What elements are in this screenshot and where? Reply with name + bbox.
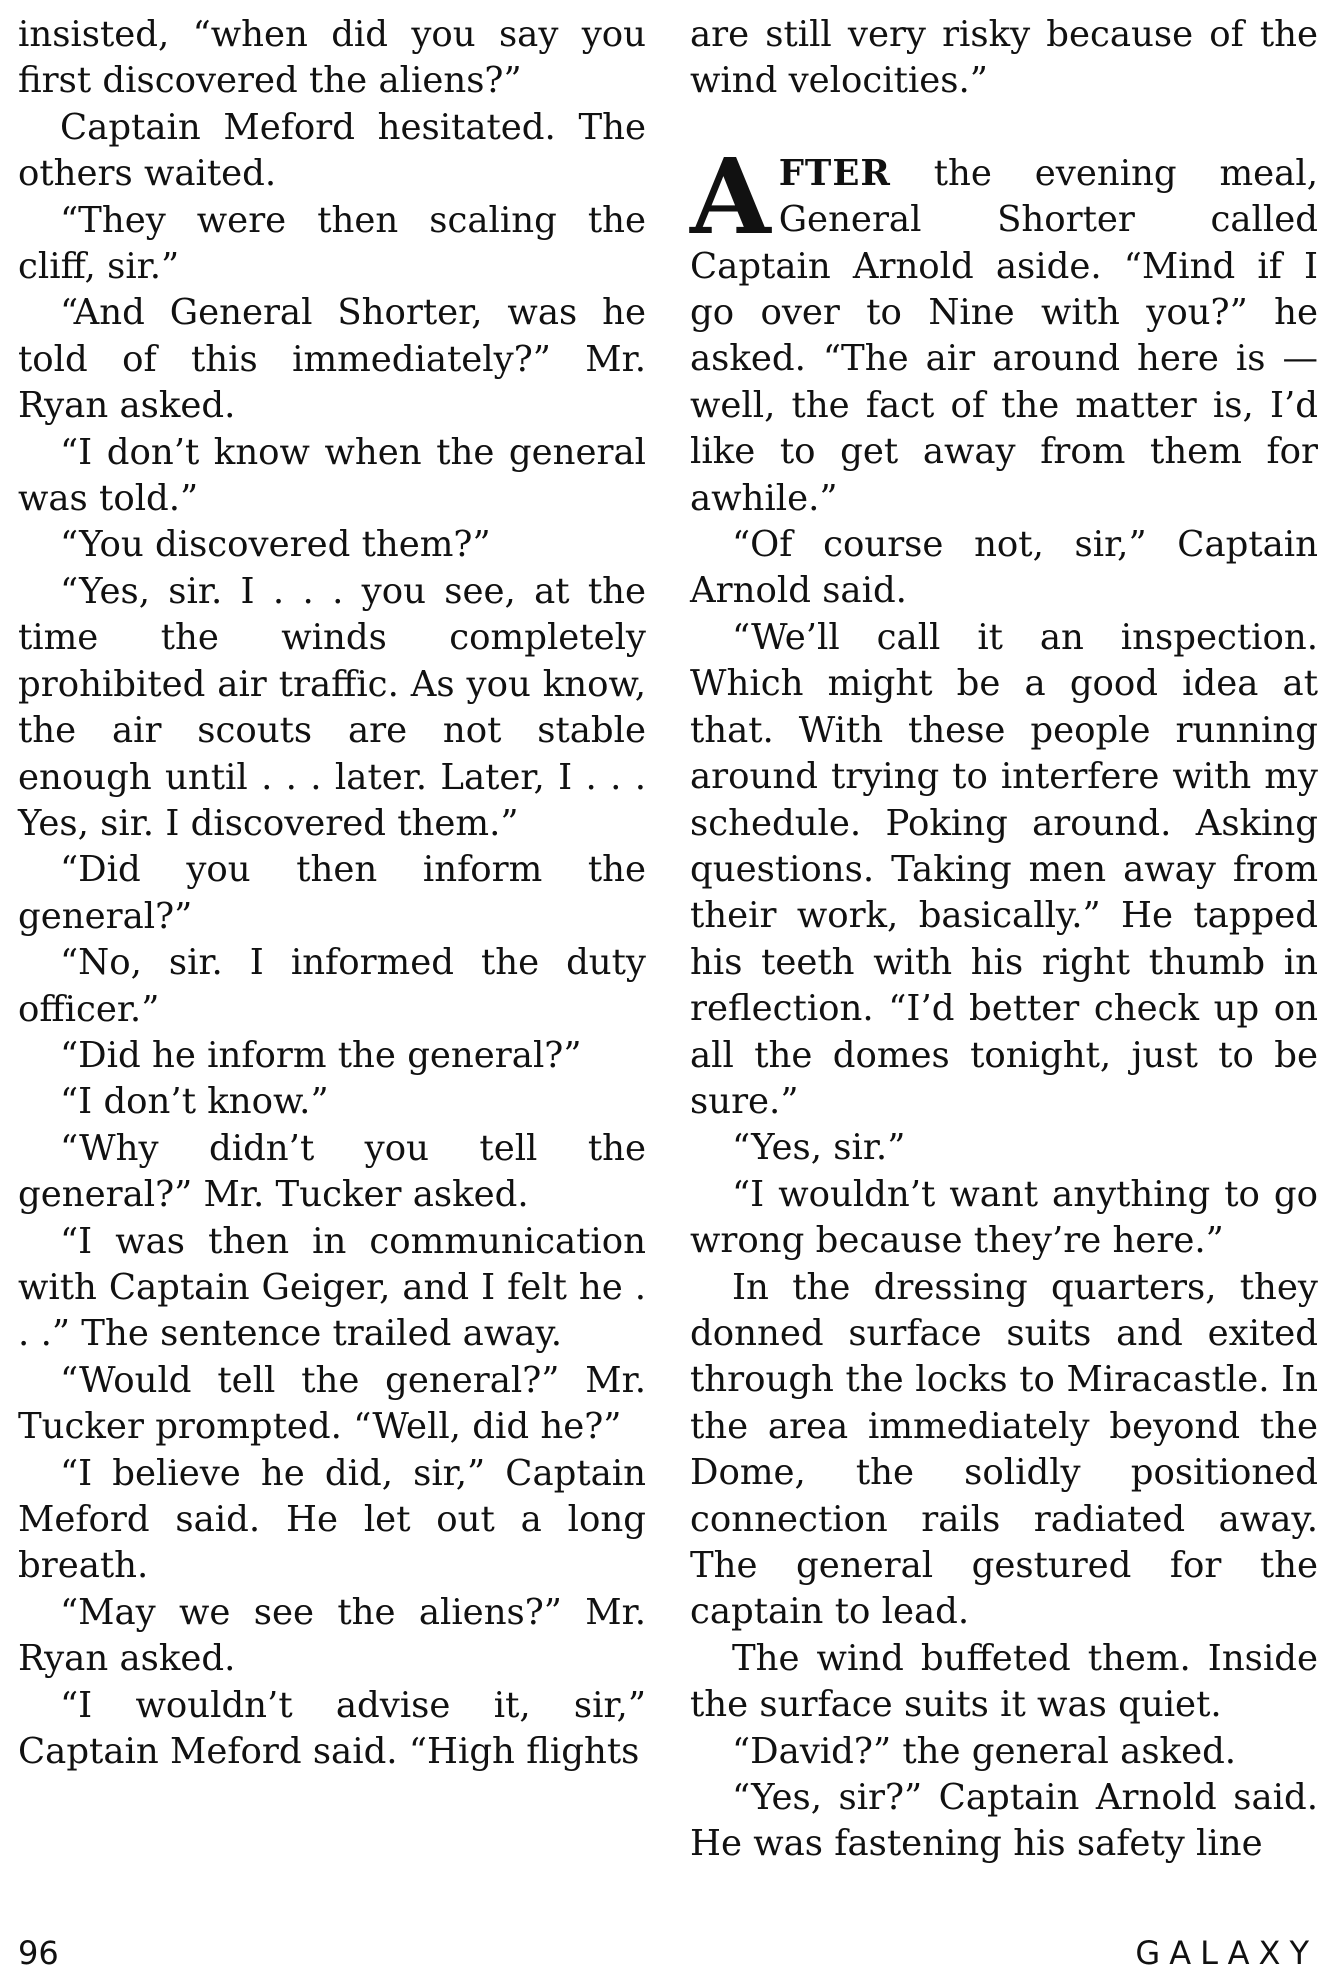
page-number: 96 [18, 1934, 59, 1972]
paragraph: “Yes, sir.” [732, 1127, 906, 1169]
paragraph: “They were then scaling the cliff, sir.” [18, 199, 646, 288]
paragraph: “Yes, sir. I . . . you see, at the time the winds completely prohibited air traffic. As you know, the air scouts are not stable enough until . . . later. Later, I . . . Yes, sir. I discovered them.” [18, 570, 646, 844]
paragraph: The wind buffeted them. Inside the surface suits it was quiet. [690, 1637, 1318, 1726]
drop-cap: A [690, 134, 771, 258]
paragraph: “May we see the aliens?” Mr. Ryan asked. [18, 1591, 646, 1680]
left-column [18, 12, 646, 1775]
paragraph: “I wouldn’t advise it, sir,” Captain Meford said. “High flights [18, 1684, 646, 1773]
paragraph: “You discovered them?” [60, 524, 491, 566]
section-opening-paragraph [690, 134, 1318, 522]
paragraph: “And General Shorter, was he told of this immediately?” Mr. Ryan asked. [18, 292, 646, 427]
paragraph: “I believe he did, sir,” Captain Meford said. He let out a long breath. [18, 1452, 646, 1587]
paragraph: are still very risky because of the wind velocities.” [690, 14, 1318, 102]
paragraph: “Did he inform the general?” [60, 1034, 582, 1076]
paragraph: “I don’t know when the general was told.” [18, 431, 646, 520]
lead-in: FTER [778, 152, 891, 194]
paragraph: “We’ll call it an inspection. Which might be a good idea at that. With these people running around trying to interfere with my schedule. Poking around. Asking questions. Taking men away from their work, basically.” He tapped his teeth with his right thumb in reflection. “I’d better check up on all the domes tonight, just to be sure.” [690, 616, 1318, 1122]
paragraph: In the dressing quarters, they donned surface suits and exited through the locks to Miracastle. In the area immediately beyond the Dome, the solidly positioned connection rails radiated away. The general gestured for the captain to lead. [690, 1266, 1318, 1633]
paragraph: “I don’t know.” [60, 1081, 329, 1123]
paragraph: “I wouldn’t want anything to go wrong because they’re here.” [690, 1173, 1318, 1262]
running-title: GALAXY [1135, 1934, 1318, 1972]
paragraph: “Did you then inform the general?” [18, 849, 646, 937]
paragraph: “No, sir. I informed the duty officer.” [18, 942, 646, 1030]
paragraph: “I was then in communication with Captain Geiger, and I felt he . . .” The sentence trailed away. [18, 1220, 646, 1355]
paragraph: “Yes, sir?” Captain Arnold said. He was fastening his safety line [690, 1777, 1318, 1865]
paragraph: insisted, “when did you say you first discovered the aliens?” [18, 14, 646, 102]
right-column [690, 12, 1318, 1868]
section-break [690, 105, 1318, 151]
paragraph-text: the evening meal, General Shorter called Captain Arnold aside. “Mind if I go over to Nine with you?” he asked. “The air around here is — well, the fact of the matter is, I’d like to get away from them for awhile.” [690, 152, 1318, 519]
paragraph: “David?” the general asked. [732, 1730, 1237, 1772]
paragraph: “Of course not, sir,” Captain Arnold said. [690, 524, 1318, 612]
paragraph: “Why didn’t you tell the general?” Mr. Tucker asked. [18, 1127, 646, 1216]
paragraph: “Would tell the general?” Mr. Tucker prompted. “Well, did he?” [18, 1359, 646, 1448]
paragraph: Captain Meford hesitated. The others waited. [18, 106, 646, 195]
